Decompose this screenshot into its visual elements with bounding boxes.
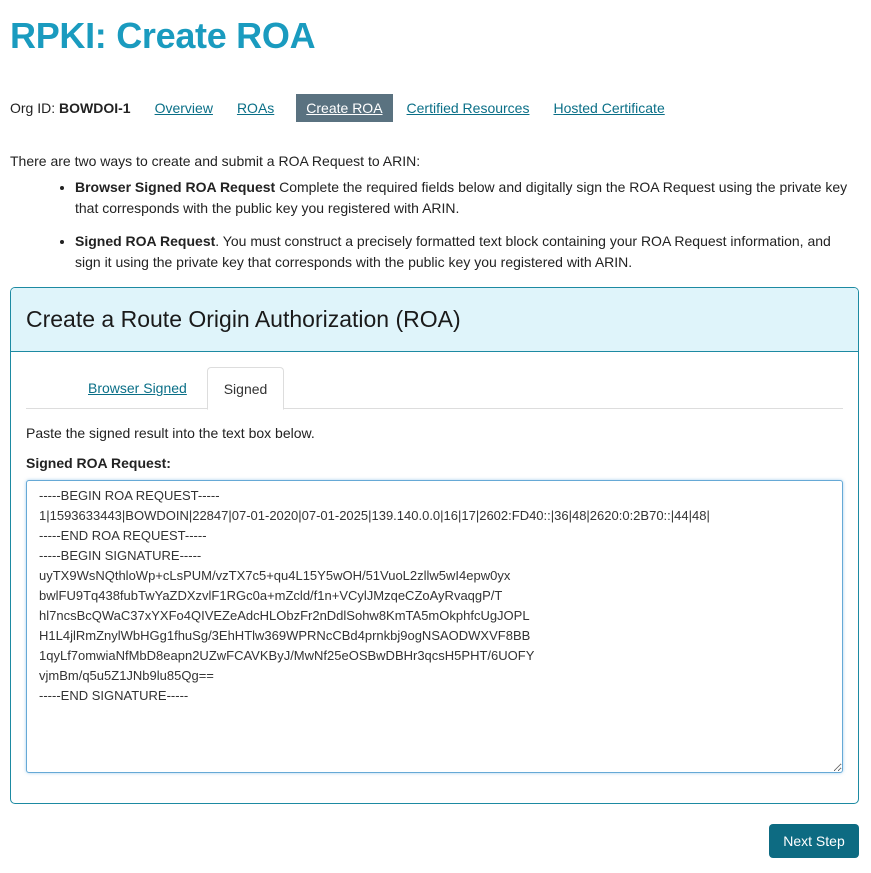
nav-link-create-roa[interactable]: Create ROA: [296, 94, 392, 122]
create-roa-panel: [10, 287, 859, 804]
list-item: [75, 231, 848, 273]
intro-text: There are two ways to create and submit a ROA Request to ARIN:: [10, 153, 421, 169]
signed-request-textarea[interactable]: [26, 480, 843, 773]
tab-browser-signed[interactable]: Browser Signed: [88, 380, 187, 396]
method-title: Signed ROA Request: [75, 233, 216, 249]
submission-tabs: [26, 367, 843, 409]
panel-header: [11, 288, 858, 352]
org-navigation: [10, 93, 689, 123]
panel-heading: Create a Route Origin Authorization (ROA): [26, 306, 461, 332]
list-item: [75, 177, 848, 219]
paste-instruction: Paste the signed result into the text box below.: [26, 425, 315, 441]
tab-signed[interactable]: Signed: [207, 367, 284, 410]
nav-link-roas[interactable]: ROAs: [236, 100, 275, 116]
method-description: Complete the required fields below and digitally sign the ROA Request using the private key that corresponds with the public key you registered with ARIN.: [75, 179, 848, 216]
method-title: Browser Signed ROA Request: [75, 179, 276, 195]
next-step-button[interactable]: Next Step: [769, 824, 859, 858]
org-id-prefix: Org ID:: [10, 100, 56, 116]
page-title: RPKI: Create ROA: [10, 15, 316, 56]
org-id-value: BOWDOI-1: [59, 100, 131, 116]
nav-link-hosted-certificate[interactable]: Hosted Certificate: [553, 100, 665, 116]
nav-link-certified-resources[interactable]: Certified Resources: [406, 100, 530, 116]
nav-link-overview[interactable]: Overview: [154, 100, 213, 116]
signed-request-label: Signed ROA Request:: [26, 455, 171, 471]
method-description: . You must construct a precisely formatted text block containing your ROA Request information, and sign it using the private key that corresponds with the public key you registered with ARIN.: [75, 233, 831, 270]
method-list: [48, 177, 848, 285]
org-id-label: [10, 100, 131, 116]
